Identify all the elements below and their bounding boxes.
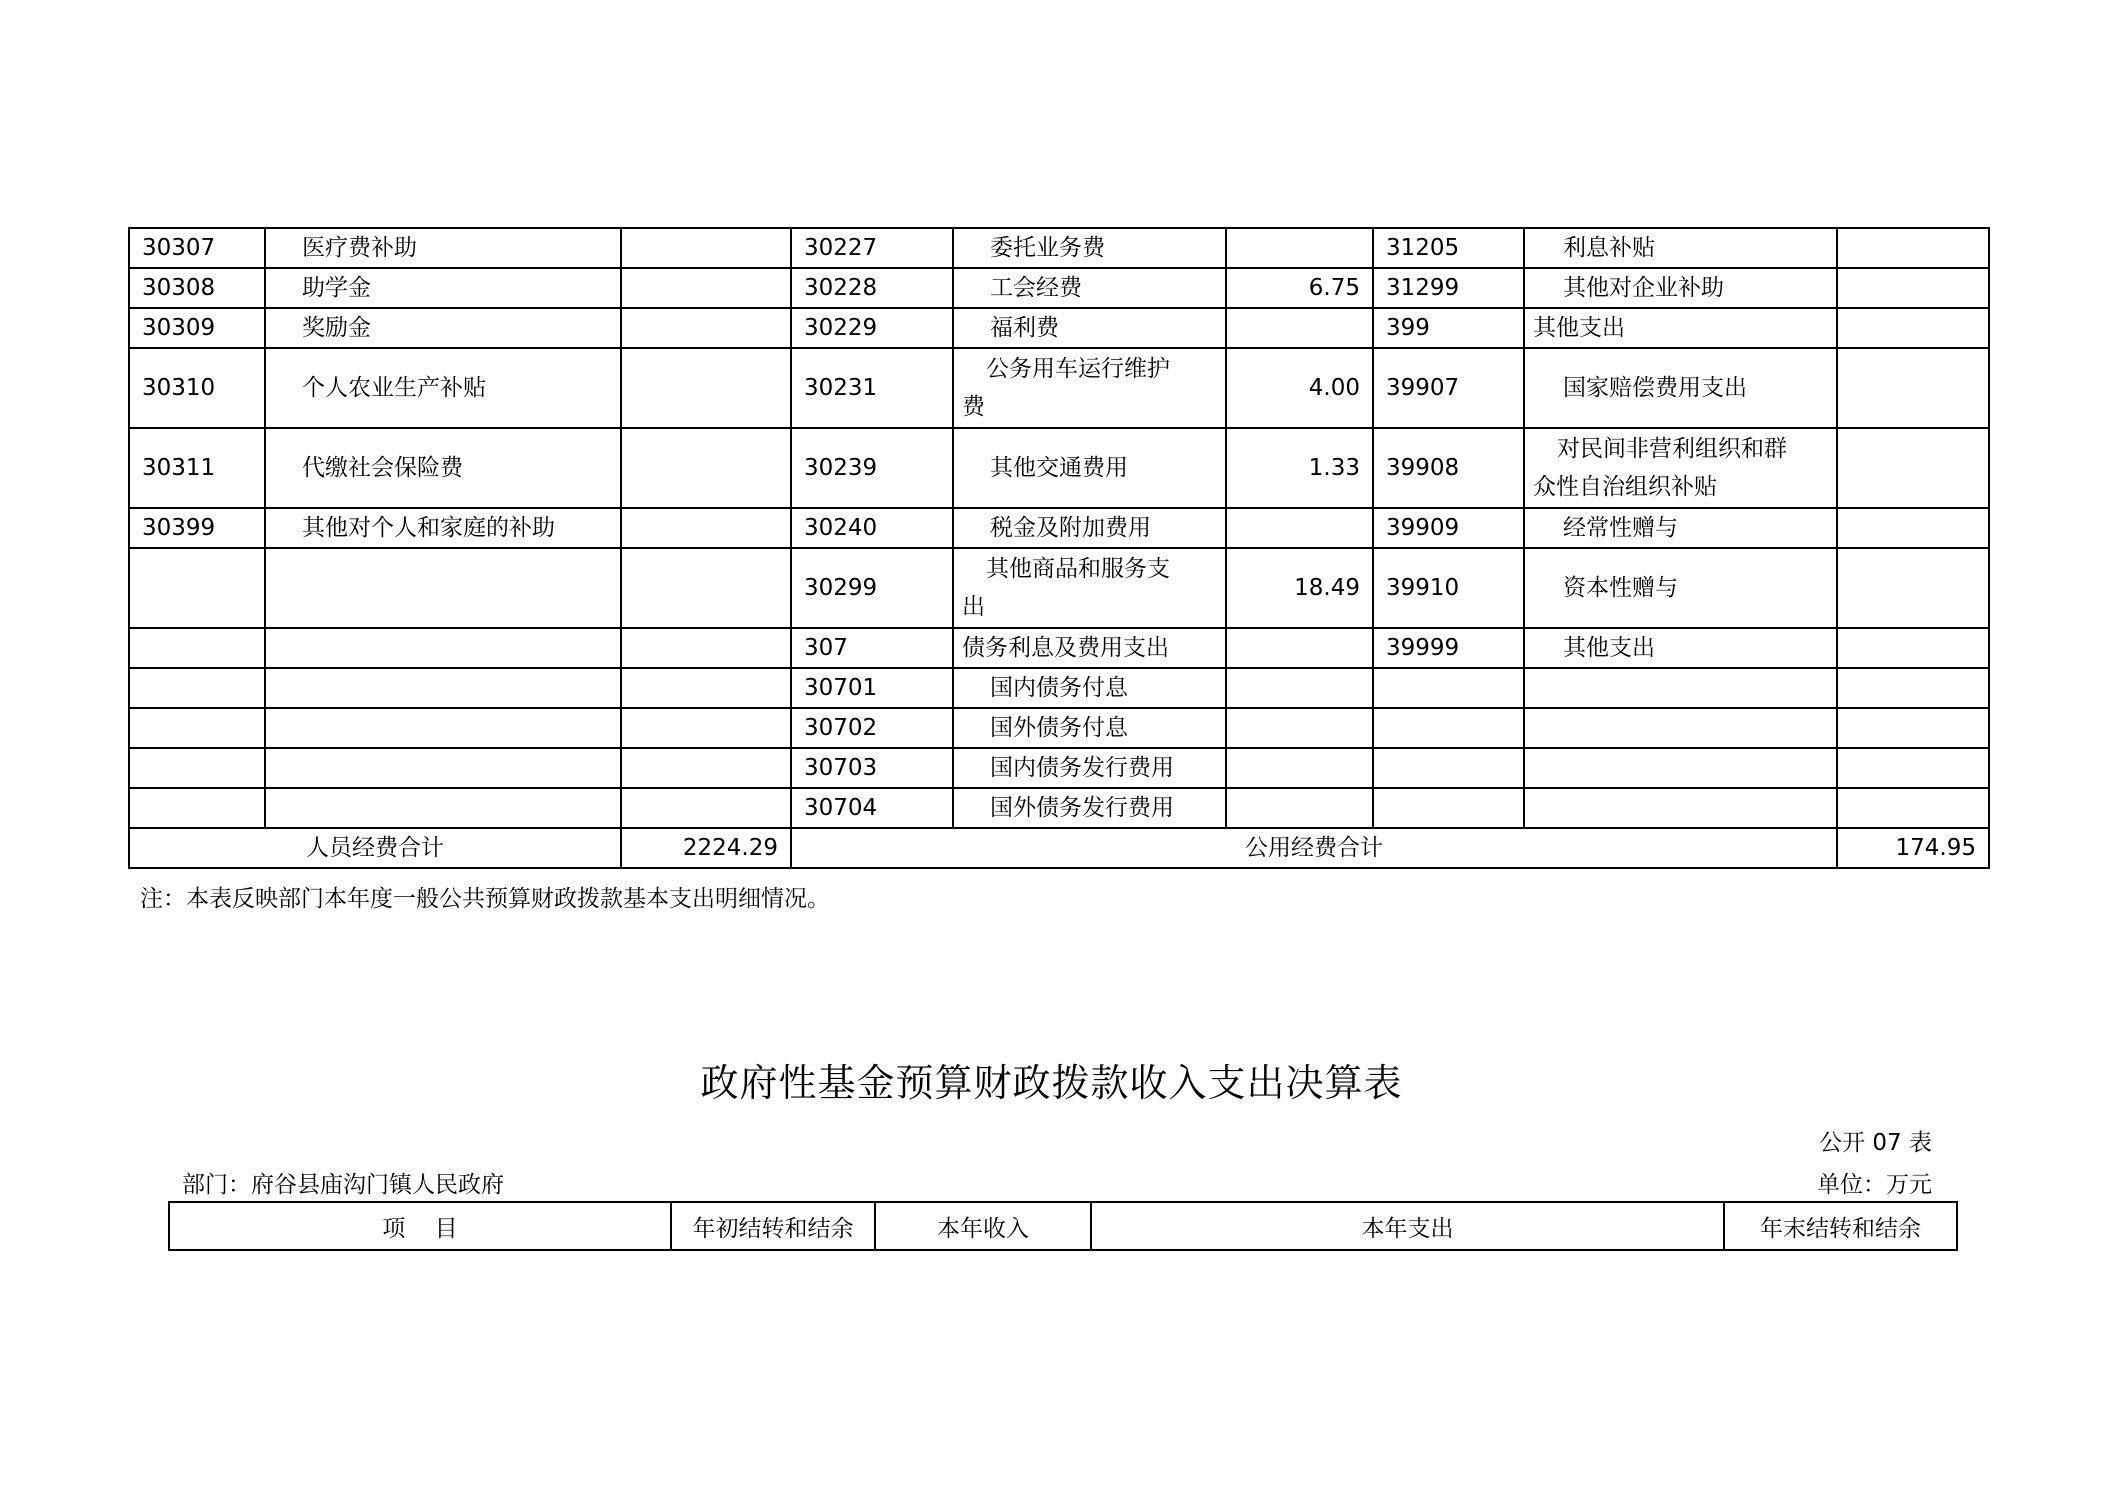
other-code-cell: 31205: [1373, 228, 1524, 268]
public-amount-cell: [1226, 228, 1373, 268]
other-amount-cell: [1837, 308, 1989, 348]
public-amount-cell: [1226, 668, 1373, 708]
other-amount-cell: [1837, 628, 1989, 668]
personnel-name-cell: [265, 668, 621, 708]
personnel-total-value: 2224.29: [621, 828, 791, 868]
public-name-cell: 国内债务付息: [953, 668, 1226, 708]
header-closing-balance: 年末结转和结余: [1724, 1202, 1957, 1250]
public-code-cell: 30231: [791, 348, 953, 428]
table-row: [129, 628, 1989, 668]
public-amount-cell: 1.33: [1226, 428, 1373, 508]
public-name-cell-line2: 费: [962, 394, 985, 420]
personnel-code-cell: [129, 668, 265, 708]
personnel-amount-cell: [621, 228, 791, 268]
personnel-amount-cell: [621, 268, 791, 308]
other-amount-cell: [1837, 668, 1989, 708]
personnel-amount-cell: [621, 628, 791, 668]
page-title: 政府性基金预算财政拨款收入支出决算表: [700, 1061, 1403, 1105]
personnel-amount-cell: [621, 748, 791, 788]
public-code-cell: 30227: [791, 228, 953, 268]
public-name-cell: 福利费: [953, 308, 1226, 348]
other-code-cell: [1373, 788, 1524, 828]
totals-row: [129, 828, 1989, 868]
public-amount-cell: [1226, 628, 1373, 668]
personnel-name-cell: [265, 548, 621, 628]
personnel-amount-cell: [621, 668, 791, 708]
other-amount-cell: [1837, 508, 1989, 548]
other-name-cell: 经常性赠与: [1524, 508, 1837, 548]
public-amount-cell: [1226, 508, 1373, 548]
personnel-name-cell: [265, 708, 621, 748]
public-name-cell: [953, 548, 1226, 628]
other-amount-cell: [1837, 788, 1989, 828]
personnel-amount-cell: [621, 428, 791, 508]
other-code-cell: 39999: [1373, 628, 1524, 668]
public-amount-cell: 4.00: [1226, 348, 1373, 428]
personnel-name-cell: [265, 628, 621, 668]
public-code-cell: 30704: [791, 788, 953, 828]
personnel-total-label: 人员经费合计: [129, 828, 621, 868]
header-opening-balance: 年初结转和结余: [671, 1202, 875, 1250]
public-name-cell: 委托业务费: [953, 228, 1226, 268]
personnel-code-cell: 30308: [129, 268, 265, 308]
other-code-cell: 39907: [1373, 348, 1524, 428]
other-amount-cell: [1837, 268, 1989, 308]
header-row: [169, 1202, 1957, 1250]
other-name-cell-line2: 众性自治组织补贴: [1533, 474, 1717, 500]
personnel-name-cell: 其他对个人和家庭的补助: [265, 508, 621, 548]
public-name-cell-line2: 出: [962, 594, 985, 620]
public-amount-cell: [1226, 308, 1373, 348]
other-amount-cell: [1837, 428, 1989, 508]
personnel-name-cell: 个人农业生产补贴: [265, 348, 621, 428]
other-name-cell: [1524, 788, 1837, 828]
public-name-cell: 国内债务发行费用: [953, 748, 1226, 788]
personnel-name-cell: 代缴社会保险费: [265, 428, 621, 508]
other-name-cell: [1524, 748, 1837, 788]
other-name-cell: [1524, 668, 1837, 708]
personnel-code-cell: [129, 628, 265, 668]
personnel-code-cell: 30307: [129, 228, 265, 268]
other-amount-cell: [1837, 348, 1989, 428]
other-name-cell: 其他支出: [1524, 628, 1837, 668]
other-code-cell: [1373, 668, 1524, 708]
public-code-cell: 30228: [791, 268, 953, 308]
personnel-code-cell: 30311: [129, 428, 265, 508]
header-item: 项 目: [169, 1202, 671, 1250]
personnel-name-cell: [265, 748, 621, 788]
public-amount-cell: 6.75: [1226, 268, 1373, 308]
public-amount-cell: [1226, 788, 1373, 828]
public-code-cell: 30701: [791, 668, 953, 708]
public-amount-cell: 18.49: [1226, 548, 1373, 628]
table-row: [129, 508, 1989, 548]
table-row: [129, 348, 1989, 428]
public-amount-cell: [1226, 708, 1373, 748]
personnel-amount-cell: [621, 708, 791, 748]
table-note: 注：本表反映部门本年度一般公共预算财政拨款基本支出明细情况。: [140, 886, 830, 912]
public-code-cell: 307: [791, 628, 953, 668]
public-name-cell: 其他交通费用: [953, 428, 1226, 508]
public-total-label: 公用经费合计: [791, 828, 1837, 868]
personnel-name-cell: 奖励金: [265, 308, 621, 348]
other-name-cell: 国家赔偿费用支出: [1524, 348, 1837, 428]
public-code-cell: 30703: [791, 748, 953, 788]
personnel-amount-cell: [621, 508, 791, 548]
public-code-cell: 30702: [791, 708, 953, 748]
header-current-expenditure: 本年支出: [1091, 1202, 1724, 1250]
table-row: [129, 268, 1989, 308]
personnel-code-cell: 30310: [129, 348, 265, 428]
other-name-cell: 资本性赠与: [1524, 548, 1837, 628]
other-code-cell: [1373, 748, 1524, 788]
other-name-cell-line1: 对民间非营利组织和群: [1557, 436, 1787, 462]
other-code-cell: [1373, 708, 1524, 748]
personnel-name-cell: 医疗费补助: [265, 228, 621, 268]
header-current-income: 本年收入: [875, 1202, 1091, 1250]
personnel-code-cell: [129, 548, 265, 628]
public-name-cell: 国外债务付息: [953, 708, 1226, 748]
other-amount-cell: [1837, 548, 1989, 628]
other-name-cell: [1524, 708, 1837, 748]
other-amount-cell: [1837, 708, 1989, 748]
personnel-name-cell: [265, 788, 621, 828]
table-code: 公开 07 表: [1819, 1130, 1932, 1156]
other-name-cell: 其他支出: [1524, 308, 1837, 348]
personnel-code-cell: [129, 708, 265, 748]
personnel-code-cell: 30399: [129, 508, 265, 548]
personnel-code-cell: [129, 788, 265, 828]
other-code-cell: 399: [1373, 308, 1524, 348]
table-row: [129, 548, 1989, 628]
fund-budget-table-header: [168, 1201, 1958, 1251]
table-row: [129, 708, 1989, 748]
other-name-cell: 其他对企业补助: [1524, 268, 1837, 308]
other-code-cell: 31299: [1373, 268, 1524, 308]
other-code-cell: 39908: [1373, 428, 1524, 508]
personnel-amount-cell: [621, 548, 791, 628]
other-amount-cell: [1837, 748, 1989, 788]
table-row: [129, 428, 1989, 508]
public-code-cell: 30299: [791, 548, 953, 628]
unit-label: 单位：万元: [1817, 1172, 1932, 1198]
personnel-amount-cell: [621, 348, 791, 428]
other-code-cell: 39909: [1373, 508, 1524, 548]
public-code-cell: 30240: [791, 508, 953, 548]
personnel-name-cell: 助学金: [265, 268, 621, 308]
table-row: [129, 228, 1989, 268]
public-name-cell-line1: 其他商品和服务支: [986, 556, 1170, 582]
public-code-cell: 30229: [791, 308, 953, 348]
public-name-cell: 税金及附加费用: [953, 508, 1226, 548]
department-label: 部门：府谷县庙沟门镇人民政府: [182, 1172, 504, 1198]
personnel-code-cell: [129, 748, 265, 788]
public-name-cell: [953, 348, 1226, 428]
table-row: [129, 308, 1989, 348]
other-code-cell: 39910: [1373, 548, 1524, 628]
public-code-cell: 30239: [791, 428, 953, 508]
other-name-cell: [1524, 428, 1837, 508]
public-name-cell: 国外债务发行费用: [953, 788, 1226, 828]
table-row: [129, 748, 1989, 788]
public-name-cell: 债务利息及费用支出: [953, 628, 1226, 668]
table-row: [129, 668, 1989, 708]
personnel-code-cell: 30309: [129, 308, 265, 348]
personnel-amount-cell: [621, 788, 791, 828]
other-amount-cell: [1837, 228, 1989, 268]
public-name-cell: 工会经费: [953, 268, 1226, 308]
personnel-amount-cell: [621, 308, 791, 348]
public-name-cell-line1: 公务用车运行维护: [986, 356, 1170, 382]
basic-expenditure-detail-table: [128, 227, 1990, 869]
public-amount-cell: [1226, 748, 1373, 788]
table-row: [129, 788, 1989, 828]
public-total-value: 174.95: [1837, 828, 1989, 868]
other-name-cell: 利息补贴: [1524, 228, 1837, 268]
